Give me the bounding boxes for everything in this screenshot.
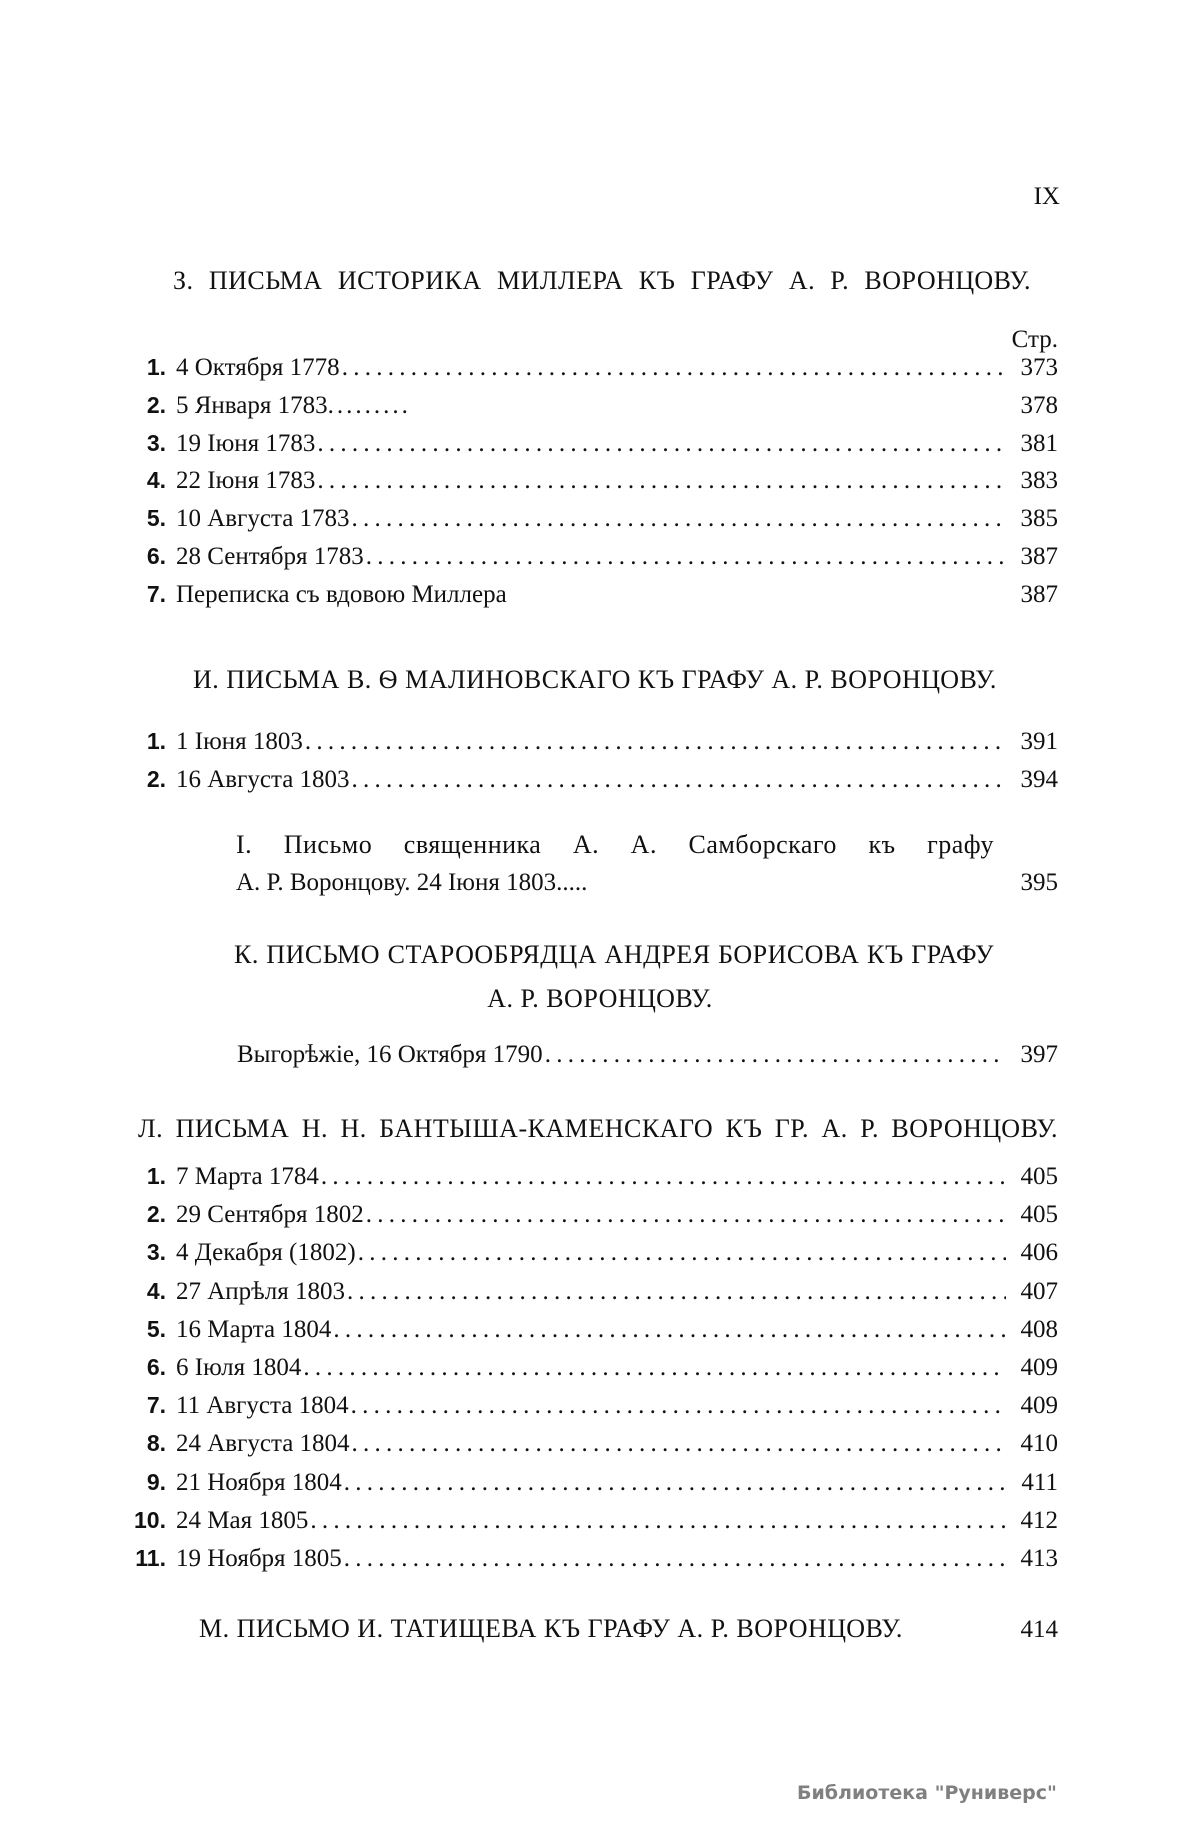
toc-entry[interactable] — [126, 1541, 1058, 1575]
dot-leader — [545, 1038, 1006, 1072]
dot-leader — [317, 464, 1006, 498]
entry-title: 22 Іюня 1783 — [176, 467, 316, 495]
entry-page: 381 — [1020, 429, 1058, 457]
entry-number: 1. — [146, 1163, 166, 1189]
entry-title: 21 Ноября 1804 — [176, 1468, 342, 1496]
dot-leader: ......... — [327, 391, 411, 419]
entry-number: 2. — [146, 1201, 166, 1228]
toc-entry[interactable] — [126, 1197, 1058, 1231]
entry-page: 394 — [1020, 766, 1058, 793]
toc-entry[interactable] — [126, 1312, 1058, 1346]
entry-page: 397 — [1020, 1041, 1058, 1068]
entry-page: 408 — [1020, 1315, 1058, 1343]
toc-entry[interactable] — [126, 1503, 1058, 1537]
section-heading-l: Л. ПИСЬМА Н. Н. БАНТЫША-КАМЕНСКАГО КЪ ГР. А. Р. ВОРОНЦОВУ. — [138, 1114, 1058, 1143]
entry-page: 405 — [1020, 1163, 1058, 1190]
dot-leader — [344, 1466, 1006, 1500]
section-heading-k-line1: К. ПИСЬМО СТАРООБРЯДЦА АНДРЕЯ БОРИСОВА КЪ ГРАФУ — [234, 940, 994, 969]
entry-title: 19 Ноября 1805 — [176, 1545, 342, 1572]
entry-title: 28 Сентября 1783 — [176, 543, 364, 570]
toc-entry[interactable] — [126, 463, 1058, 497]
dot-leader — [352, 1427, 1006, 1461]
toc-entry[interactable] — [126, 350, 1058, 384]
section-heading-z: З. ПИСЬМА ИСТОРИКА МИЛЛЕРА КЪ ГРАФУ А. Р. ВОРОНЦОВУ. — [173, 266, 1031, 295]
section-heading-i: И. ПИСЬМА В. Ѳ МАЛИНОВСКАГО КЪ ГРАФУ А. Р. ВОРОНЦОВУ. — [193, 665, 997, 694]
toc-entry[interactable] — [236, 866, 1058, 900]
entry-number: 5. — [146, 1315, 166, 1342]
entry-number: 11. — [135, 1545, 166, 1571]
toc-entry[interactable] — [126, 539, 1058, 573]
dot-leader — [358, 1236, 1006, 1270]
page-number: IX — [1033, 183, 1060, 210]
dot-leader — [317, 427, 1006, 461]
entry-number: 3. — [146, 1239, 166, 1266]
entry-number: 7. — [146, 1392, 166, 1419]
entry-number: 8. — [146, 1430, 166, 1457]
entry-page: 383 — [1020, 467, 1058, 495]
entry-page: 378 — [1020, 391, 1058, 419]
entry-title: 10 Августа 1783 — [176, 505, 350, 533]
dot-leader — [366, 540, 1006, 574]
entry-page: 391 — [1020, 728, 1058, 755]
dot-leader — [342, 351, 1006, 385]
dot-leader — [333, 1313, 1006, 1347]
toc-entry[interactable] — [126, 762, 1058, 796]
entry-title: 4 Декабря (1802) — [176, 1239, 356, 1267]
entry-title: 7 Марта 1784 — [176, 1163, 319, 1190]
entry-page: 413 — [1020, 1545, 1058, 1572]
entry-number: 3. — [146, 429, 166, 456]
entry-number: 6. — [146, 1354, 166, 1380]
toc-entry[interactable] — [126, 426, 1058, 460]
entry-page: 412 — [1020, 1506, 1058, 1534]
entry-title: Переписка съ вдовою Миллера — [176, 580, 507, 608]
entry-page: 411 — [1021, 1468, 1058, 1496]
page-column-label: Стр. — [1011, 326, 1058, 353]
entry-title: 5 Января 1783 — [176, 391, 328, 419]
dot-leader — [344, 1542, 1006, 1576]
entry-number: 10. — [134, 1506, 166, 1533]
entry-number: 7. — [146, 580, 166, 607]
entry-page: 407 — [1020, 1277, 1058, 1305]
entry-page: 385 — [1020, 505, 1058, 533]
entry-number: 6. — [146, 543, 166, 569]
entry-number: 4. — [146, 467, 166, 494]
section-heading-m: М. ПИСЬМО И. ТАТИЩЕВА КЪ ГРАФУ А. Р. ВОРОНЦОВУ. — [199, 1614, 903, 1643]
entry-number: 1. — [146, 354, 166, 380]
entry-title: 1 Іюня 1803 — [176, 728, 303, 755]
toc-entry[interactable] — [126, 501, 1058, 535]
entry-page: 387 — [1020, 543, 1058, 570]
entry-title: 19 Іюня 1783 — [176, 429, 316, 457]
entry-title: 24 Мая 1805 — [176, 1506, 309, 1534]
entry-number: 9. — [146, 1468, 166, 1495]
toc-entry[interactable] — [126, 1159, 1058, 1193]
entry-title: Выгорѣжіе, 16 Октября 1790 — [237, 1041, 543, 1068]
entry-number: 4. — [146, 1277, 166, 1304]
toc-entry[interactable] — [126, 388, 1058, 422]
dot-leader — [347, 1275, 1006, 1309]
entry-title: 6 Іюля 1804 — [176, 1354, 302, 1381]
section-heading-i-dot-line1: І. Письмо священника А. А. Самборскаго къ графу — [236, 830, 994, 859]
entry-number: 2. — [146, 766, 166, 792]
entry-page: 395 — [1020, 869, 1058, 896]
entry-title: А. Р. Воронцову. 24 Іюня 1803..... — [236, 869, 588, 896]
entry-title: 11 Августа 1804 — [176, 1392, 349, 1420]
dot-leader — [310, 1504, 1006, 1538]
toc-entry[interactable] — [126, 724, 1058, 758]
toc-entry[interactable] — [126, 1274, 1058, 1308]
entry-page: 409 — [1020, 1392, 1058, 1420]
entry-title: 16 Марта 1804 — [176, 1315, 332, 1343]
toc-entry[interactable] — [126, 1235, 1058, 1269]
entry-title: 27 Апрѣля 1803 — [176, 1277, 345, 1305]
dot-leader — [366, 1198, 1006, 1232]
entry-page: 410 — [1020, 1430, 1058, 1458]
entry-title: 29 Сентября 1802 — [176, 1201, 364, 1229]
entry-title: 24 Августа 1804 — [176, 1430, 350, 1458]
toc-entry[interactable] — [126, 1350, 1058, 1384]
dot-leader — [352, 763, 1006, 797]
dot-leader — [321, 1160, 1006, 1194]
toc-entry[interactable] — [237, 1038, 1058, 1072]
entry-number: 5. — [146, 505, 166, 532]
toc-entry[interactable] — [126, 1465, 1058, 1499]
entry-page: 414 — [1020, 1616, 1058, 1643]
entry-page: 409 — [1020, 1354, 1058, 1381]
entry-page: 405 — [1020, 1201, 1058, 1229]
entry-title: 4 Октября 1778 — [176, 354, 340, 381]
dot-leader — [352, 502, 1006, 536]
toc-entry[interactable] — [199, 1612, 1058, 1646]
entry-page: 406 — [1020, 1239, 1058, 1267]
toc-entry[interactable] — [126, 1426, 1058, 1460]
toc-entry[interactable] — [126, 1388, 1058, 1422]
dot-leader — [303, 1351, 1006, 1385]
dot-leader — [305, 725, 1006, 759]
entry-title: 16 Августа 1803 — [176, 766, 350, 793]
section-heading-k-line2: А. Р. ВОРОНЦОВУ. — [487, 984, 713, 1013]
toc-entry[interactable] — [126, 577, 1058, 611]
entry-page: 373 — [1020, 354, 1058, 381]
watermark: Библиотека "Руниверс" — [797, 1782, 1057, 1804]
entry-page: 387 — [1020, 580, 1058, 608]
entry-number: 1. — [146, 728, 166, 754]
entry-number: 2. — [146, 391, 166, 418]
dot-leader — [351, 1389, 1006, 1423]
